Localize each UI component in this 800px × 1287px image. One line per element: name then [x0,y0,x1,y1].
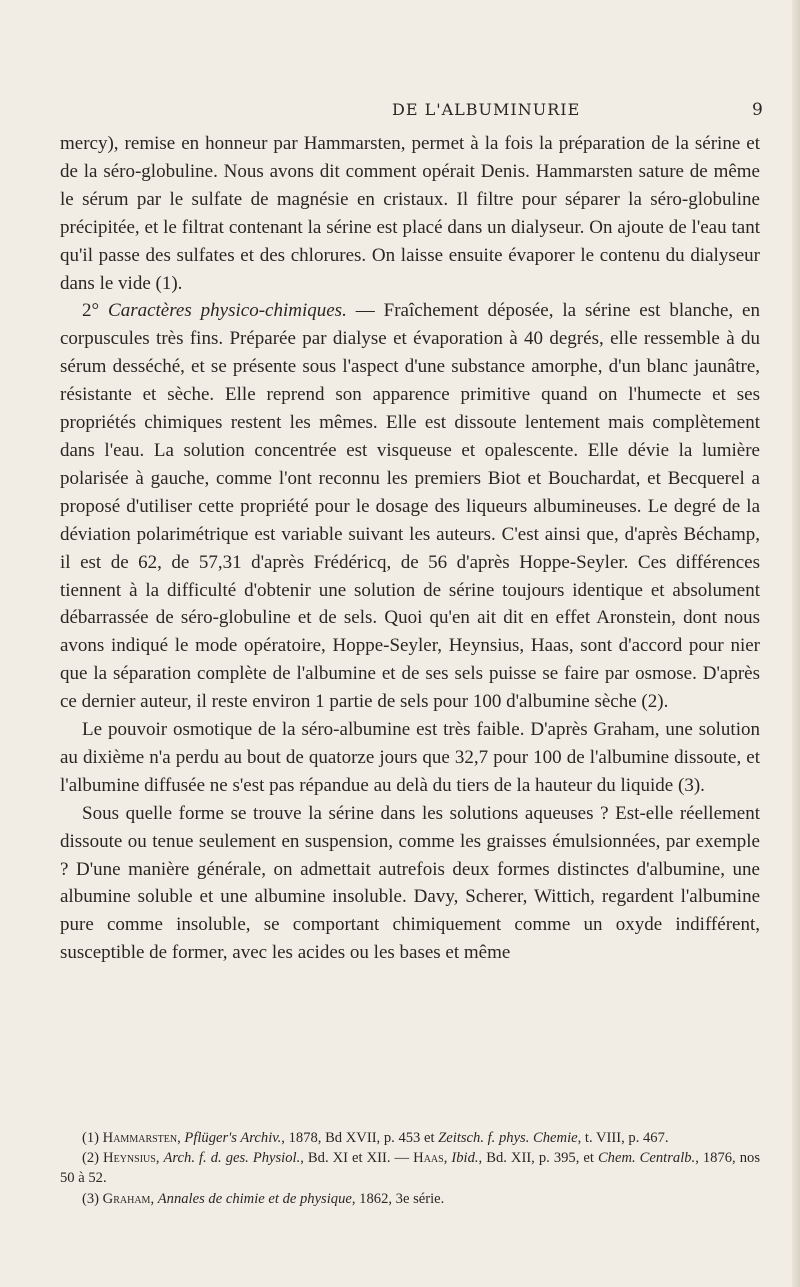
footnotes [60,1128,760,1209]
footnote-text: , t. VIII, p. 467. [577,1130,669,1146]
paragraph [60,800,760,967]
footnote-author: Heynsius [103,1150,156,1167]
footnote-title: Zeitsch. f. phys. Chemie [438,1130,578,1146]
footnote-text: , 1876, nos 50 à 52. [60,1150,761,1187]
footnote-number: (1) [82,1130,103,1146]
footnote-separator: , [150,1190,158,1207]
footnote-title: Ibid. [451,1150,479,1167]
paragraph [60,130,760,297]
footnote-author: Graham [102,1190,151,1207]
page-number: 9 [752,100,763,120]
paragraph [60,716,760,800]
running-head [0,100,800,124]
section-heading: Caractères physico-chimiques. [108,300,347,322]
footnote-number: (2) [82,1150,104,1167]
footnote-title: Annales de chimie et de physique [157,1190,352,1207]
footnote-text: , 1862, 3e série. [351,1190,445,1207]
page-edge [792,0,800,1287]
footnote-text: , 1878, Bd XVII, p. 453 et [281,1130,439,1146]
footnote-title: Pflüger's Archiv. [184,1130,282,1146]
paragraph-text: mercy), remise en honneur par Hammarsten, permet à la fois la préparation de la sérine et de la séro-globuline. Nous avons dit comment opérait Denis. Hammarsten sature de même le sérum par le sulfate de magnésie en cristaux. Il filtre pour séparer la séro-globuline précipitée, et le filtrat contenant la sérine est placé dans un dialyseur. On ajoute de l'eau tant qu'il passe des sulfates et des chlorures. On laisse ensuite évaporer le contenu du dialyseur dans le vide (1). [60,133,760,294]
footnote [60,1128,760,1148]
footnote-text: , Bd. XII, p. 395, et [478,1150,598,1167]
paragraph-text: — Fraîchement déposée, la sérine est blanche, en corpuscules très fins. Préparée par dialyse et évaporation à 40 degrés, elle ressemble à du sérum desséché, et se présente sous l'aspect d'une substance amorphe, d'un blanc jaunâtre, résistante et sèche. Elle reprend son apparence primitive quand on l'humecte et ses propriétés chimiques restent les mêmes. Elle est dissoute lentement mais complètement dans l'eau. La solution concentrée est visqueuse et opalescente. Elle dévie la lumière polarisée à gauche, comme l'ont reconnu les premiers Biot et Bouchardat, et Becquerel a proposé d'utiliser cette propriété pour le dosage des liqueurs albumineuses. Le degré de la déviation polarimétrique est variable suivant les auteurs. C'est ainsi que, d'après Béchamp, il est de 62, de 57,31 d'après Frédéricq, de 56 d'après Hoppe-Seyler. Ces différences tiennent à la difficulté d'obtenir une solution de sérine toujours identique et absolument débarrassée de séro-globuline et de sels. Quoi qu'en ait dit en effet Aronstein, dont nous avons indiqué le mode opératoire, Hoppe-Seyler, Heynsius, Haas, sont d'accord pour nier que la séparation complète de l'albumine et de ses sels puisse se faire par osmose. D'après ce dernier auteur, il reste environ 1 partie de sels pour 100 d'albumine sèche (2). [60,300,760,713]
footnote-separator: , [155,1150,164,1167]
footnote-title: Arch. f. d. ges. Physiol. [163,1150,301,1167]
footnote-separator: , [177,1130,185,1146]
running-title: DE L'ALBUMINURIE [392,100,581,119]
footnote-text: , Bd. XI et XII. — [300,1150,414,1167]
paragraph-text: Sous quelle forme se trouve la sérine dans les solutions aqueuses ? Est-elle réellement dissoute ou tenue seulement en suspension, comme les graisses émulsionnées, par exemple ? D'une manière générale, on admettait autrefois deux formes distinctes d'albumine, une albumine soluble et une albumine insoluble. Davy, Scherer, Wittich, regardent l'albumine pure comme insoluble, se comportant chimiquement comme un oxyde indifférent, susceptible de former, avec les acides ou les bases et même [60,802,760,964]
paragraph-text: Le pouvoir osmotique de la séro-albumine est très faible. D'après Graham, une solution au dixième n'a perdu au bout de quatorze jours que 32,7 pour 100 de l'albumine dissoute, et l'albumine diffusée ne s'est pas répandue au delà du tiers de la hauteur du liquide (3). [60,719,760,796]
footnote-number: (3) [82,1190,103,1207]
footnote-author: Hammarsten [102,1130,178,1146]
footnote [60,1189,760,1209]
footnote-title: Chem. Centralb. [597,1150,696,1167]
section-number: 2° [82,300,109,322]
footnote-author: Haas [413,1150,444,1167]
footnote-separator: , [443,1150,452,1167]
body-text [60,130,760,967]
footnote [60,1148,760,1188]
paragraph [60,297,760,716]
